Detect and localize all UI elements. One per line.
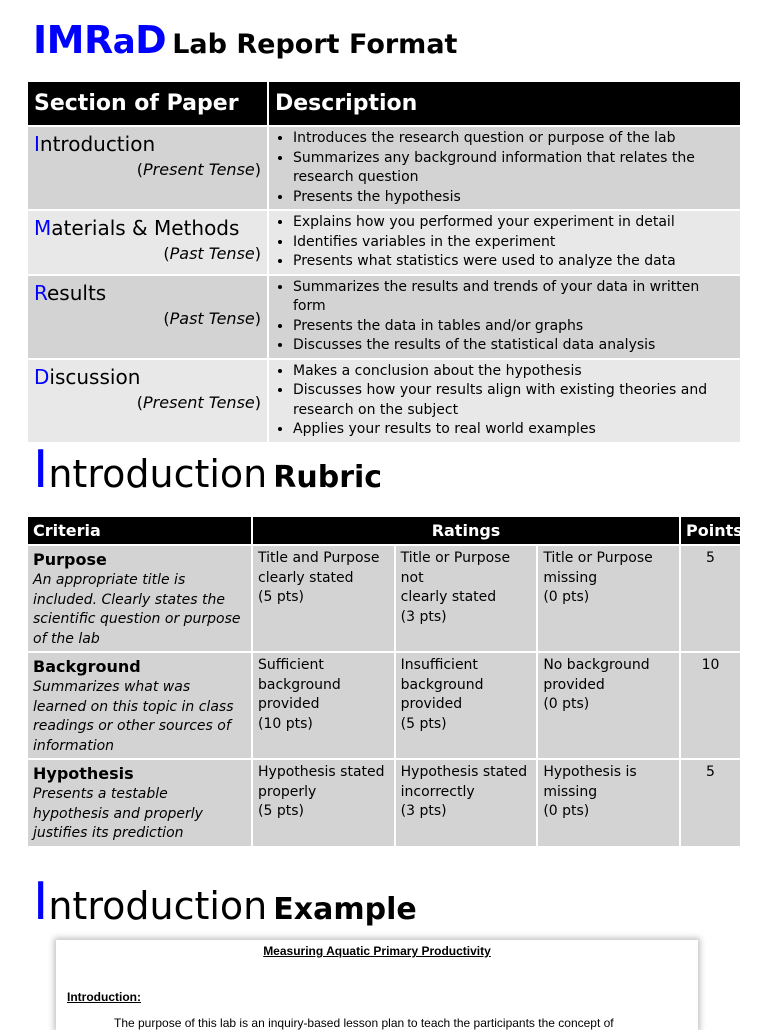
section-name-rest: ntroduction [39, 132, 156, 156]
section-initial: I [34, 132, 40, 156]
rating-cell [395, 545, 538, 652]
section-name-rest: iscussion [49, 364, 141, 389]
rating-line: Title or Purpose not [400, 550, 511, 586]
heading-cap-letter: I [33, 440, 49, 500]
description-bullet: • Presents the hypothesis [293, 188, 734, 208]
rating-line: Title or Purpose [543, 550, 653, 566]
example-doc-title: Measuring Aquatic Primary Productivity [263, 944, 491, 958]
points-cell: 5 [680, 759, 740, 846]
description-bullet: • Discusses the results of the statistical data analysis [293, 336, 734, 356]
col-header-description: Description [268, 82, 740, 126]
section-initial: R [34, 280, 47, 305]
criteria-name: Background [33, 657, 141, 676]
criteria-description: An appropriate title is included. Clearly states the scientific question or purpose of the lab [33, 572, 241, 647]
description-list [273, 278, 734, 356]
rating-line: Sufficient [258, 657, 324, 673]
page-title [33, 18, 457, 62]
rating-line: No background [543, 657, 650, 673]
rating-line: (0 pts) [543, 803, 590, 819]
description-cell [268, 210, 740, 275]
criteria-description: Presents a testable hypothesis and properly justifies its prediction [33, 786, 203, 841]
rating-cell [537, 759, 680, 846]
description-bullet: • Summarizes the results and trends of your data in written form [293, 278, 734, 317]
tense-label: Present Tense [143, 160, 255, 179]
rating-line: (0 pts) [543, 696, 590, 712]
section-tense: (Past Tense) [163, 244, 261, 263]
section-cell [28, 359, 268, 442]
title-acronym [33, 18, 166, 62]
description-cell [268, 275, 740, 359]
imrad-row [28, 126, 740, 210]
rating-line: Hypothesis stated [258, 764, 385, 780]
section-tense: (Past Tense) [163, 308, 261, 328]
rating-line: (10 pts) [258, 715, 313, 732]
imrad-header-row [28, 82, 740, 126]
section-name [34, 364, 261, 390]
criteria-cell [28, 545, 252, 652]
rating-line: Title and Purpose [258, 550, 380, 566]
rating-line: incorrectly [400, 783, 475, 800]
rubric-row [28, 759, 740, 846]
col-header-section: Section of Paper [28, 82, 268, 126]
points-cell: 5 [680, 545, 740, 652]
rating-cell [252, 652, 395, 759]
rating-cell [537, 545, 680, 652]
description-cell [268, 359, 740, 442]
heading-suffix: Example [273, 892, 417, 927]
rubric-header-row [28, 517, 740, 545]
title-acronym-part: IMR [33, 18, 113, 62]
rating-line: (3 pts) [400, 803, 447, 819]
rating-line: (5 pts) [258, 589, 304, 605]
rating-cell [252, 759, 395, 846]
tense-label: Past Tense [169, 244, 255, 263]
title-acronym-part: a [112, 22, 136, 62]
section-tense: (Present Tense) [136, 392, 261, 412]
rating-cell [537, 652, 680, 759]
section-name [34, 215, 261, 241]
description-list [273, 362, 734, 440]
description-bullet: • Applies your results to real world examples [293, 420, 734, 440]
description-bullet: • Makes a conclusion about the hypothesis [293, 362, 734, 382]
example-doc-text: The purpose of this lab is an inquiry-based lesson plan to teach the participants the concept of [114, 1016, 614, 1030]
tense-label: Present Tense [143, 392, 255, 412]
criteria-name: Purpose [33, 550, 107, 569]
rating-line: properly [258, 783, 317, 800]
section-initial: D [34, 364, 50, 389]
criteria-description: Summarizes what was learned on this topic in class readings or other sources of information [33, 679, 234, 754]
description-bullet: • Discusses how your results align with existing theories and research on the subject [293, 381, 734, 420]
section-cell [28, 275, 268, 359]
rating-line: Insufficient [400, 657, 478, 673]
section-name-rest: aterials & Methods [51, 216, 240, 240]
rating-line: background [258, 676, 341, 693]
title-acronym-part: D [135, 18, 167, 62]
description-bullet: • Identifies variables in the experiment [293, 233, 734, 253]
rating-line: (0 pts) [543, 589, 590, 605]
description-bullet: • Explains how you performed your experiment in detail [293, 213, 734, 233]
rubric-row [28, 652, 740, 759]
rating-line: Hypothesis stated [400, 764, 528, 780]
rating-cell [395, 652, 538, 759]
rating-line: clearly stated [258, 569, 354, 586]
description-bullet: • Presents what statistics were used to analyze the data [293, 252, 734, 272]
rating-line: provided [543, 676, 605, 693]
rating-line: missing [543, 569, 598, 586]
example-doc-section-label: Introduction: [67, 990, 141, 1004]
description-list [273, 213, 734, 272]
rating-cell [252, 545, 395, 652]
rubric-heading [33, 440, 382, 500]
description-list [273, 129, 734, 207]
rating-line: missing [543, 783, 598, 800]
section-tense: (Present Tense) [136, 160, 261, 179]
description-bullet: • Presents the data in tables and/or graphs [293, 317, 734, 337]
title-rest: Lab Report Format [172, 29, 458, 60]
section-name [34, 131, 261, 157]
rating-line: provided [258, 696, 320, 712]
criteria-name: Hypothesis [33, 764, 134, 783]
criteria-cell [28, 652, 252, 759]
description-cell [268, 126, 740, 210]
imrad-row [28, 210, 740, 275]
criteria-cell [28, 759, 252, 846]
section-name-rest: esults [47, 280, 107, 305]
rating-line: clearly stated [400, 589, 497, 605]
imrad-row [28, 275, 740, 359]
section-cell [28, 126, 268, 210]
rating-line: (3 pts) [400, 608, 447, 625]
example-heading [33, 872, 417, 932]
rating-line: (5 pts) [258, 803, 304, 819]
example-document-image [56, 940, 698, 1030]
imrad-row [28, 359, 740, 442]
heading-word: ntroduction [48, 452, 268, 496]
col-header-points: Points [680, 517, 740, 545]
rubric-row [28, 545, 740, 652]
points-cell: 10 [680, 652, 740, 759]
section-cell [28, 210, 268, 275]
section-name [34, 280, 261, 306]
col-header-criteria: Criteria [28, 517, 252, 545]
rubric-table [28, 517, 743, 846]
heading-suffix: Rubric [273, 460, 383, 495]
col-header-ratings: Ratings [252, 517, 680, 545]
rating-line: background provided [400, 676, 484, 712]
description-bullet: • Introduces the research question or purpose of the lab [293, 129, 734, 149]
rating-line: Hypothesis is [543, 764, 637, 780]
description-bullet: • Summarizes any background information that relates the research question [293, 149, 734, 188]
imrad-table [28, 82, 740, 442]
heading-word: ntroduction [48, 884, 268, 928]
rating-line: (5 pts) [400, 715, 447, 732]
rating-cell [395, 759, 538, 846]
tense-label: Past Tense [169, 308, 255, 328]
heading-cap-letter: I [33, 872, 49, 932]
section-initial: M [34, 216, 52, 240]
